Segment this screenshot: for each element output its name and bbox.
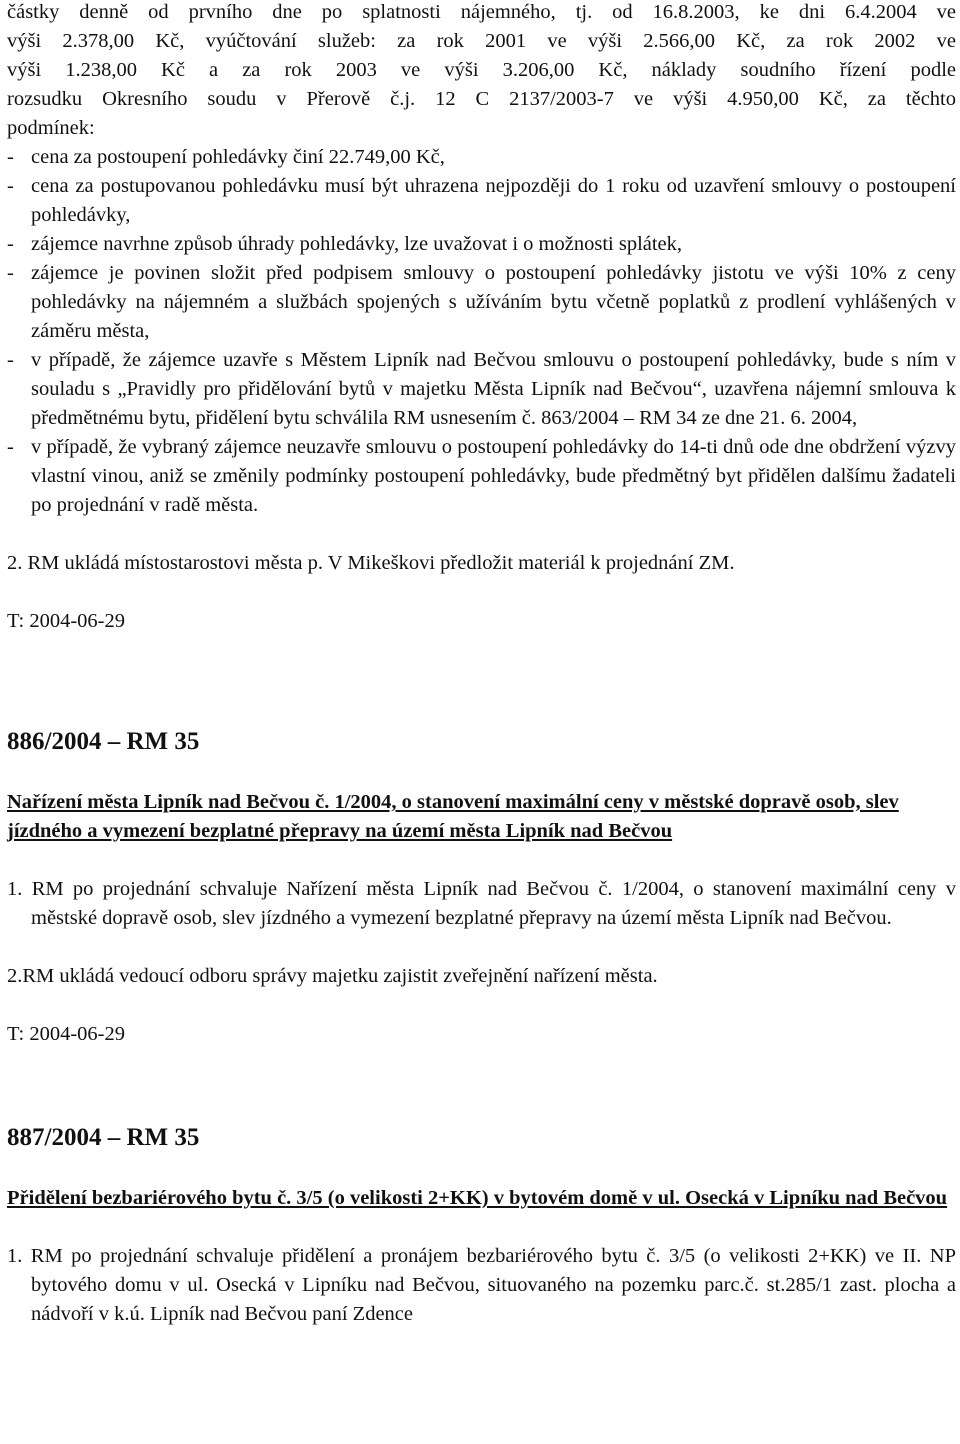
list-dash: - bbox=[7, 146, 14, 168]
intro-line: výši 2.378,00 Kč, vyúčtování služeb: za rok 2001 ve výši 2.566,00 Kč, za rok 2002 ve bbox=[7, 30, 956, 52]
condition-text: v případě, že zájemce uzavře s Městem Lipník nad Bečvou smlouvu o postoupení pohledávky, bude s ním v souladu s „Pravidly pro přidělování bytů v majetku Města Lipník nad Bečvou“, uzavřena nájemní smlouva k předmětnému bytu, přidělení bytu schválila RM usnesením č. 863/2004 – RM 34 ze dne 21. 6. 2004, bbox=[31, 349, 956, 429]
intro-line: rozsudku Okresního soudu v Přerově č.j. 12 C 2137/2003-7 ve výši 4.950,00 Kč, za těchto bbox=[7, 88, 956, 110]
conditions-list bbox=[7, 143, 956, 520]
condition-text: cena za postoupení pohledávky činí 22.749,00 Kč, bbox=[31, 146, 445, 168]
intro-line: výši 1.238,00 Kč a za rok 2003 ve výši 3.206,00 Kč, náklady soudního řízení podle bbox=[7, 59, 956, 81]
deadline: T: 2004-06-29 bbox=[7, 1023, 125, 1045]
resolution-heading: 887/2004 – RM 35 bbox=[7, 1124, 200, 1151]
resolution-887 bbox=[7, 1123, 956, 1329]
condition-item bbox=[7, 433, 956, 520]
condition-text: v případě, že vybraný zájemce neuzavře smlouvu o postoupení pohledávky do 14-ti dnů ode dne obdržení výzvy vlastní vinou, aniž se změnily podmínky postoupení pohledávky, bude předmětný byt přidělen dalšímu žadateli po projednání v radě města. bbox=[31, 436, 956, 516]
condition-item bbox=[7, 259, 956, 346]
resolution-886 bbox=[7, 727, 956, 1049]
list-dash: - bbox=[7, 262, 14, 284]
resolution-title: Nařízení města Lipník nad Bečvou č. 1/2004, o stanovení maximální ceny v městské dopravě osob, slev jízdného a vymezení bezplatné přepravy na území města Lipník nad Bečvou bbox=[7, 791, 899, 842]
intro-line: podmínek: bbox=[7, 117, 95, 139]
intro-paragraph bbox=[7, 0, 956, 143]
list-dash: - bbox=[7, 233, 14, 255]
resolution-title: Přidělení bezbariérového bytu č. 3/5 (o velikosti 2+KK) v bytovém domě v ul. Osecká v Lipníku nad Bečvou bbox=[7, 1187, 948, 1209]
list-dash: - bbox=[7, 175, 14, 197]
list-dash: - bbox=[7, 436, 14, 458]
document-page bbox=[7, 0, 956, 1329]
resolution-item: 2. RM ukládá místostarostovi města p. V Mikeškovi předložit materiál k projednání ZM. bbox=[7, 552, 735, 574]
condition-item bbox=[7, 346, 956, 433]
intro-line: částky denně od prvního dne po splatnosti nájemného, tj. od 16.8.2003, ke dni 6.4.2004 ve bbox=[7, 1, 956, 23]
condition-text: cena za postupovanou pohledávku musí být uhrazena nejpozději do 1 roku od uzavření smlouvy o postoupení pohledávky, bbox=[31, 175, 956, 226]
condition-item bbox=[7, 230, 956, 259]
list-dash: - bbox=[7, 349, 14, 371]
deadline: T: 2004-06-29 bbox=[7, 610, 125, 632]
condition-text: zájemce je povinen složit před podpisem smlouvy o postoupení pohledávky jistotu ve výši 10% z ceny pohledávky na nájemném a službách spojených s užíváním bytu včetně poplatků z prodlení vyhlášených v záměru města, bbox=[31, 262, 956, 342]
resolution-item: 1. RM po projednání schvaluje přidělení a pronájem bezbariérového bytu č. 3/5 (o velikosti 2+KK) ve II. NP bytového domu v ul. Osecká v Lipníku nad Bečvou, situovaného na pozemku parc.č. st.285/1 zast. plocha a nádvoří v k.ú. Lipník nad Bečvou paní Zdence bbox=[7, 1245, 956, 1325]
resolution-item: 2.RM ukládá vedoucí odboru správy majetku zajistit zveřejnění nařízení města. bbox=[7, 965, 658, 987]
resolution-heading: 886/2004 – RM 35 bbox=[7, 728, 200, 755]
condition-item bbox=[7, 172, 956, 230]
condition-text: zájemce navrhne způsob úhrady pohledávky, lze uvažovat i o možnosti splátek, bbox=[31, 233, 683, 255]
condition-item bbox=[7, 143, 956, 172]
resolution-item: 1. RM po projednání schvaluje Nařízení města Lipník nad Bečvou č. 1/2004, o stanovení maximální ceny v městské dopravě osob, slev jízdného a vymezení bezplatné přepravy na území města Lipník nad Bečvou. bbox=[7, 878, 956, 929]
